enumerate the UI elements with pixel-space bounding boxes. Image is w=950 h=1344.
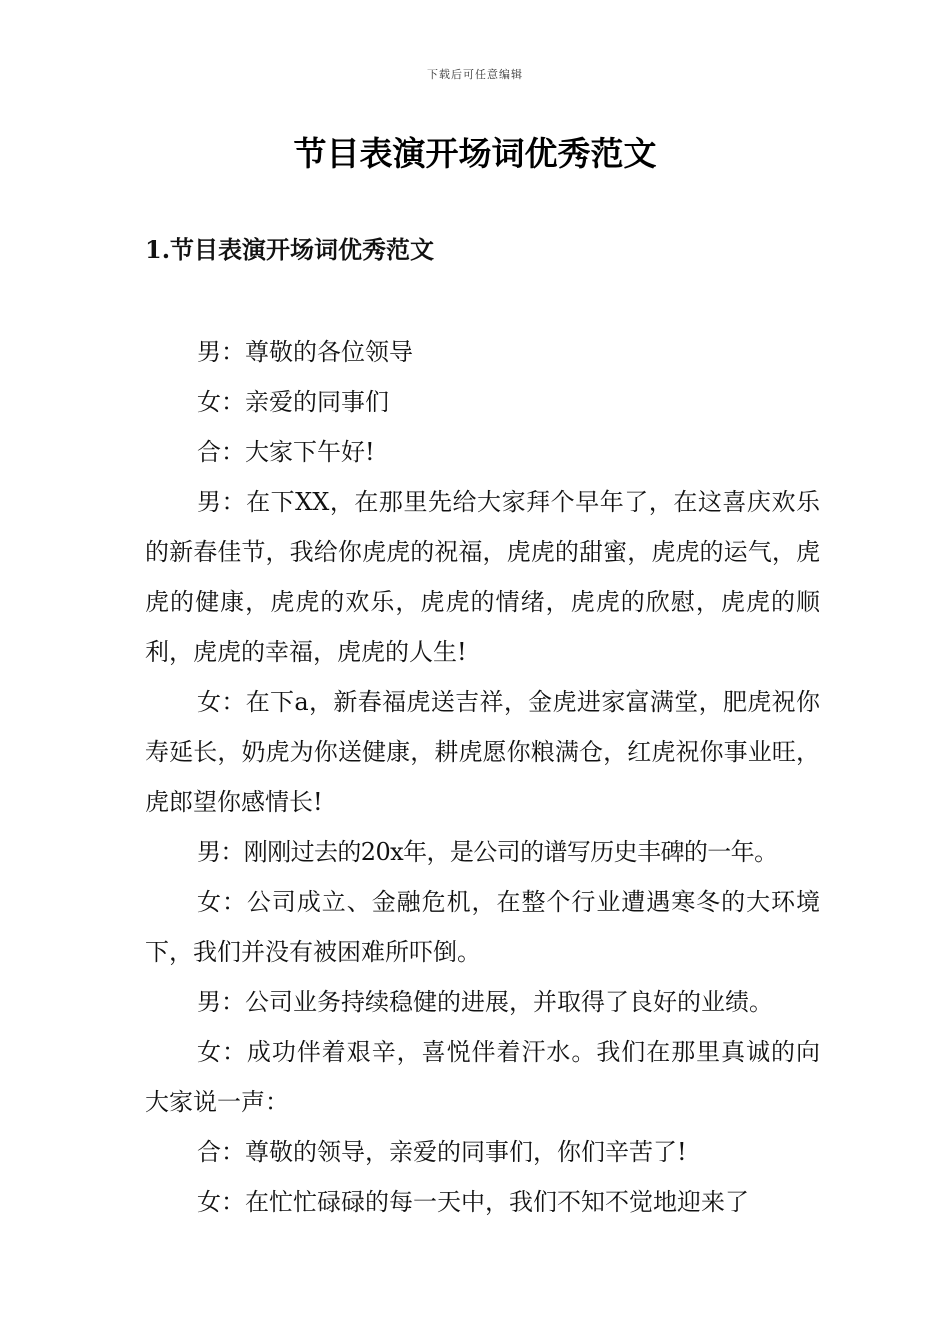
header-note: 下载后可任意编辑: [427, 68, 523, 81]
paragraph: 女：成功伴着艰辛，喜悦伴着汗水。我们在那里真诚的向大家说一声：: [145, 1038, 820, 1116]
paragraph: 男：公司业务持续稳健的进展，并取得了良好的业绩。: [197, 988, 773, 1016]
section-heading: 1.节目表演开场词优秀范文: [145, 235, 435, 264]
document-body: [145, 327, 820, 1227]
paragraph: 女：在下a，新春福虎送吉祥，金虎进家富满堂，肥虎祝你寿延长，奶虎为你送健康，耕虎愿你粮满仓，红虎祝你事业旺，虎郎望你感情长!: [145, 688, 820, 816]
paragraph: 男：在下XX，在那里先给大家拜个早年了，在这喜庆欢乐的新春佳节，我给你虎虎的祝福，虎虎的甜蜜，虎虎的运气，虎虎的健康，虎虎的欢乐，虎虎的情绪，虎虎的欣慰，虎虎的顺利，虎虎的幸福，虎虎的人生!: [145, 488, 820, 666]
paragraph: 合：尊敬的领导，亲爱的同事们，你们辛苦了!: [197, 1138, 687, 1166]
paragraph: 女：在忙忙碌碌的每一天中，我们不知不觉地迎来了: [197, 1188, 749, 1216]
paragraph: 女：公司成立、金融危机，在整个行业遭遇寒冬的大环境下，我们并没有被困难所吓倒。: [145, 888, 820, 966]
document-title: 节目表演开场词优秀范文: [293, 134, 657, 173]
paragraph: 合：大家下午好!: [197, 438, 375, 466]
paragraph: 男：刚刚过去的20x年，是公司的谱写历史丰碑的一年。: [197, 838, 778, 866]
paragraph: 男：尊敬的各位领导: [197, 338, 413, 366]
paragraph: 女：亲爱的同事们: [197, 388, 389, 416]
